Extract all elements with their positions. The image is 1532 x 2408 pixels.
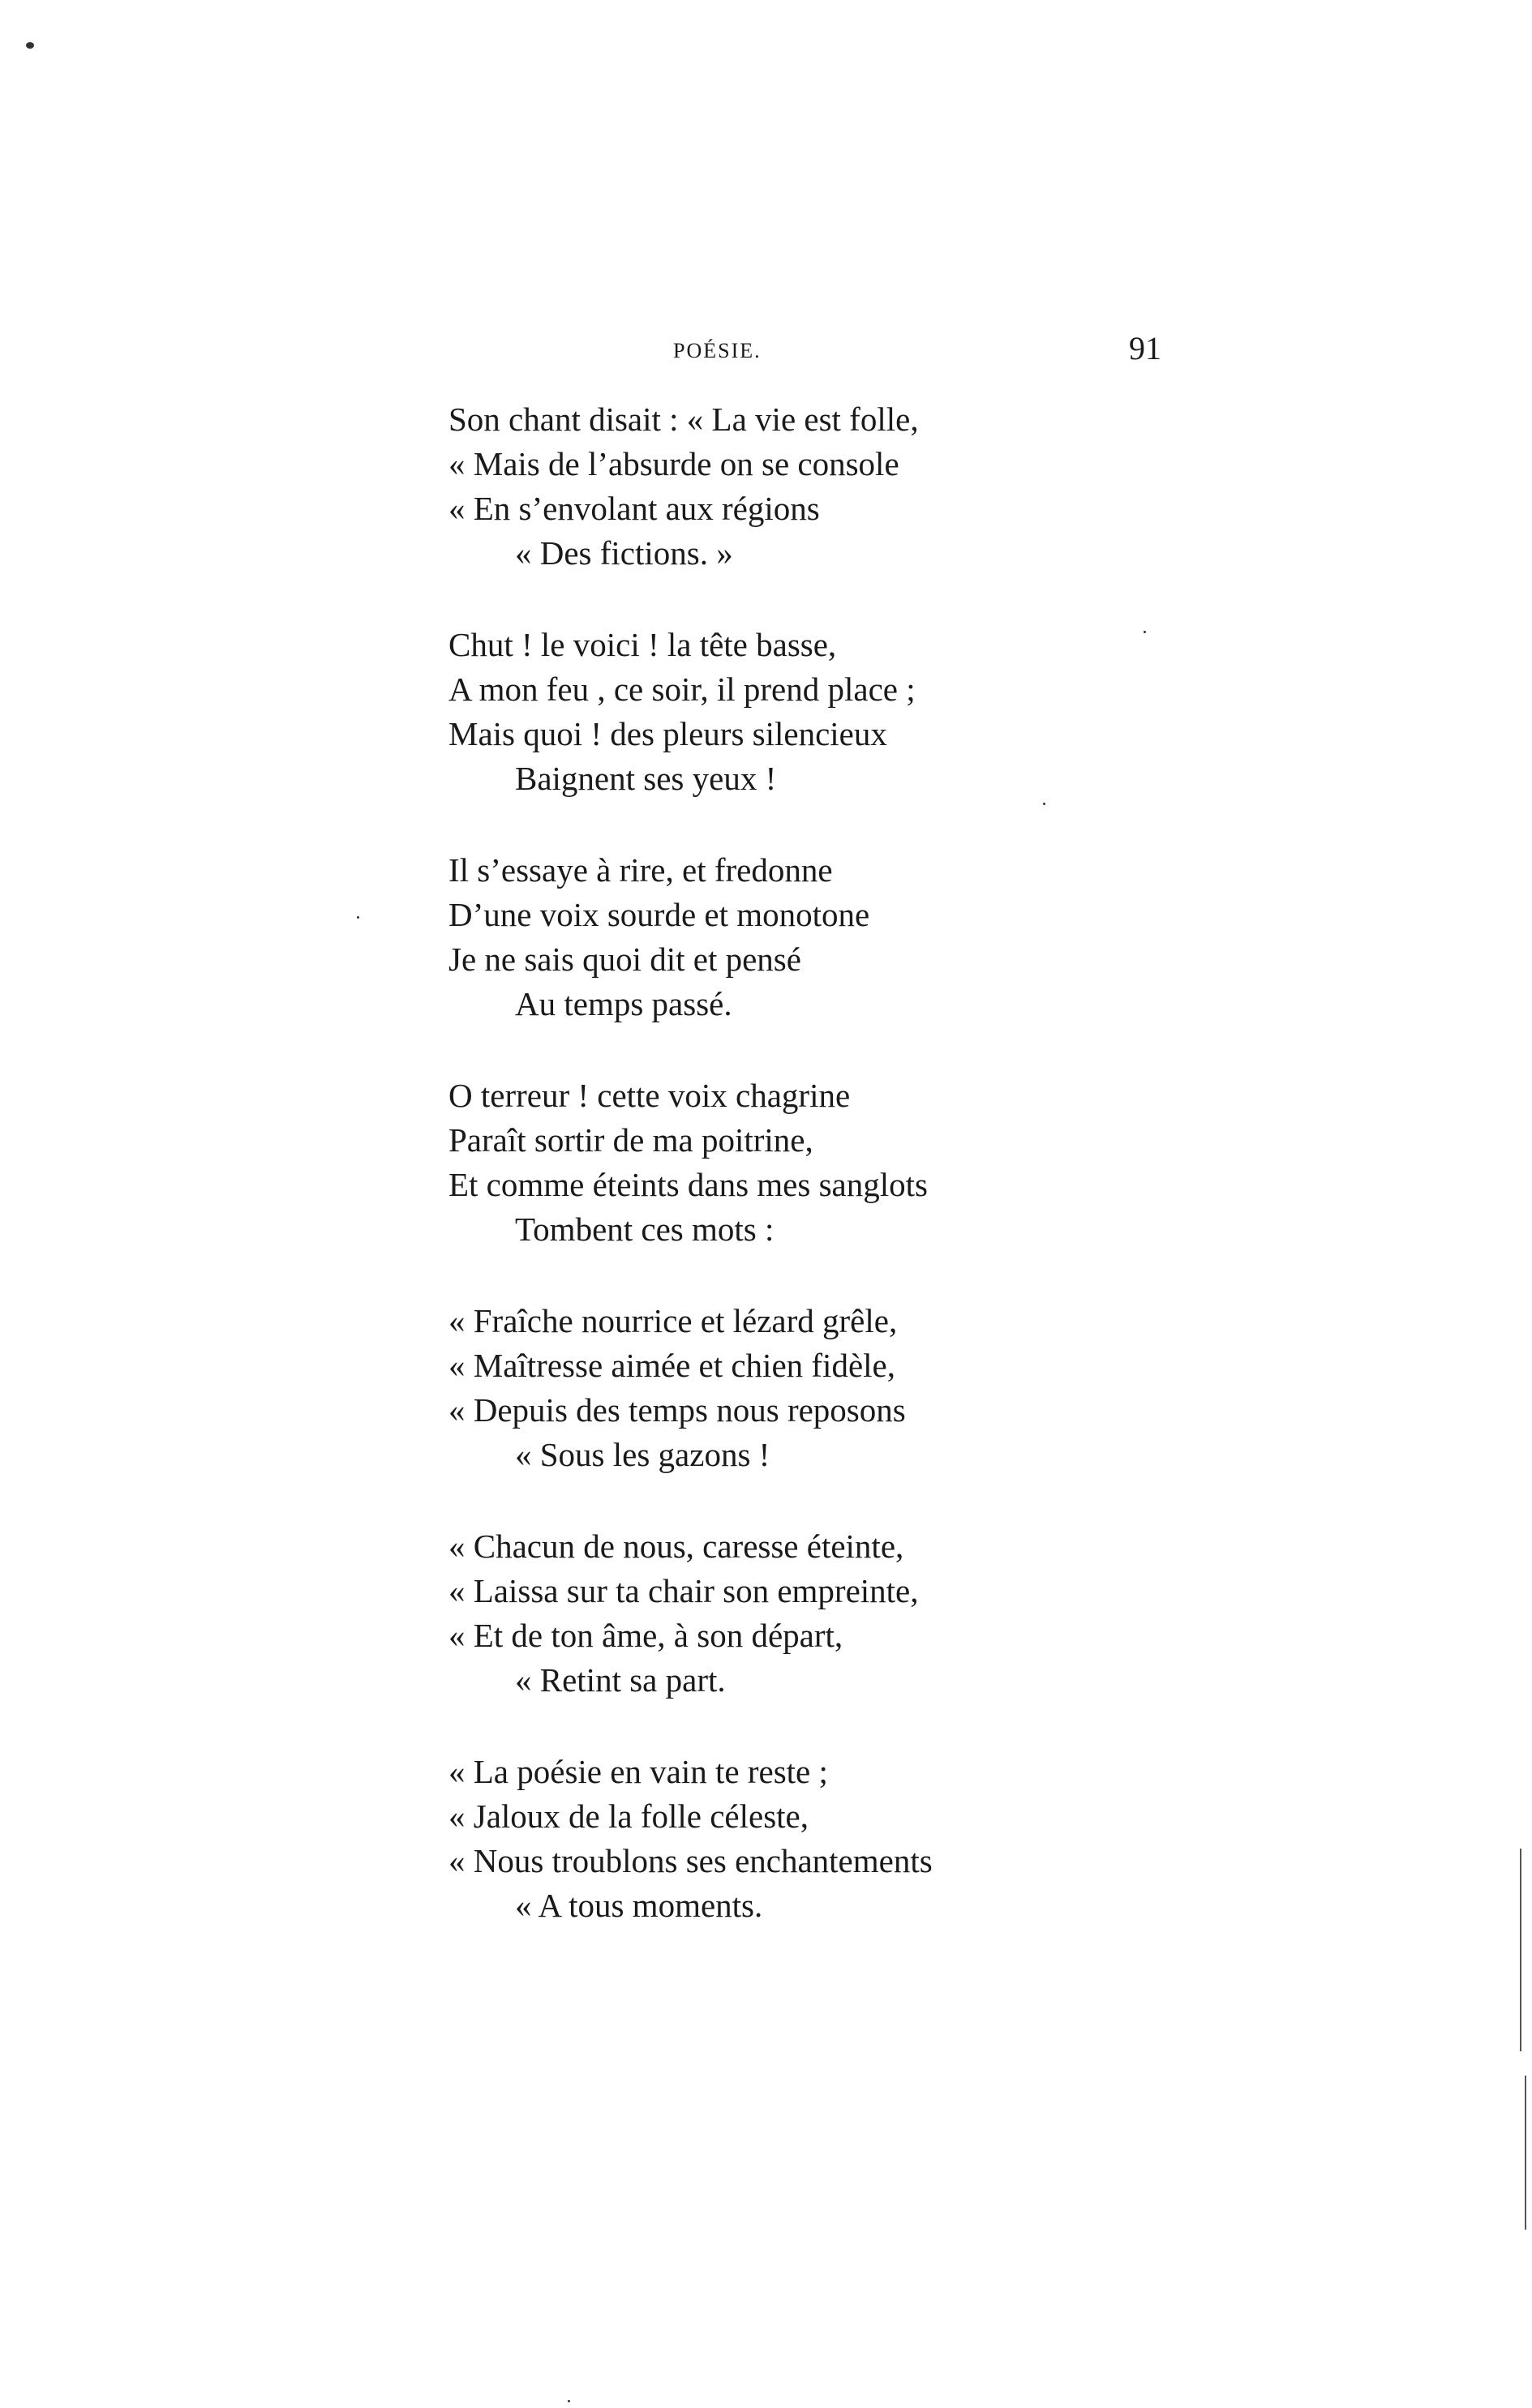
verse-line-indented: « A tous moments. bbox=[515, 1887, 763, 1924]
verse-line: Mais quoi ! des pleurs silencieux bbox=[448, 715, 887, 752]
verse-line: « La poésie en vain te reste ; bbox=[448, 1753, 828, 1790]
verse-line-indented: « Sous les gazons ! bbox=[515, 1436, 770, 1473]
verse-line: Il s’essaye à rire, et fredonne bbox=[448, 851, 833, 889]
verse-line-indented: Au temps passé. bbox=[515, 985, 732, 1022]
stanza-6 bbox=[448, 1524, 1300, 1703]
verse-line-indented: Tombent ces mots : bbox=[515, 1210, 775, 1248]
verse-line: Son chant disait : « La vie est folle, bbox=[448, 401, 919, 438]
verse-line: Je ne sais quoi dit et pensé bbox=[448, 940, 801, 978]
verse-line: « Laissa sur ta chair son empreinte, bbox=[448, 1572, 919, 1609]
verse-line-indented: « Des fictions. » bbox=[515, 534, 733, 572]
verse-line: A mon feu , ce soir, il prend place ; bbox=[448, 671, 916, 708]
verse-line-indented: Baignent ses yeux ! bbox=[515, 760, 777, 797]
verse-line-indented: « Retint sa part. bbox=[515, 1661, 726, 1699]
stanza-1 bbox=[448, 397, 1300, 576]
ink-speck bbox=[26, 42, 34, 49]
ink-speck bbox=[357, 916, 359, 919]
verse-line: Chut ! le voici ! la tête basse, bbox=[448, 626, 837, 663]
stanza-2 bbox=[448, 623, 1300, 801]
verse-line: « Depuis des temps nous reposons bbox=[448, 1391, 906, 1429]
page-edge-mark bbox=[1525, 2076, 1526, 2230]
verse-line: « Nous troublons ses enchantements bbox=[448, 1842, 933, 1879]
page-number: 91 bbox=[1129, 330, 1161, 366]
verse-line: « Maîtresse aimée et chien fidèle, bbox=[448, 1347, 895, 1384]
page-edge-mark bbox=[1520, 1849, 1521, 2051]
verse-line: « Fraîche nourrice et lézard grêle, bbox=[448, 1302, 898, 1339]
verse-line: « Mais de l’absurde on se console bbox=[448, 445, 899, 482]
running-title: POÉSIE. bbox=[673, 339, 762, 362]
verse-line: O terreur ! cette voix chagrine bbox=[448, 1077, 851, 1114]
verse-line: D’une voix sourde et monotone bbox=[448, 896, 870, 933]
verse-line: Paraît sortir de ma poitrine, bbox=[448, 1121, 813, 1159]
stanza-3 bbox=[448, 848, 1300, 1026]
verse-line: « En s’envolant aux régions bbox=[448, 490, 820, 527]
stanza-4 bbox=[448, 1073, 1300, 1252]
verse-line: « Jaloux de la folle céleste, bbox=[448, 1797, 809, 1835]
stanza-7 bbox=[448, 1750, 1300, 1928]
verse-line: « Chacun de nous, caresse éteinte, bbox=[448, 1527, 904, 1565]
ink-speck bbox=[568, 2400, 570, 2402]
stanza-5 bbox=[448, 1299, 1300, 1477]
verse-line: Et comme éteints dans mes sanglots bbox=[448, 1166, 928, 1203]
poem bbox=[448, 397, 1300, 1975]
verse-line: « Et de ton âme, à son départ, bbox=[448, 1617, 843, 1654]
